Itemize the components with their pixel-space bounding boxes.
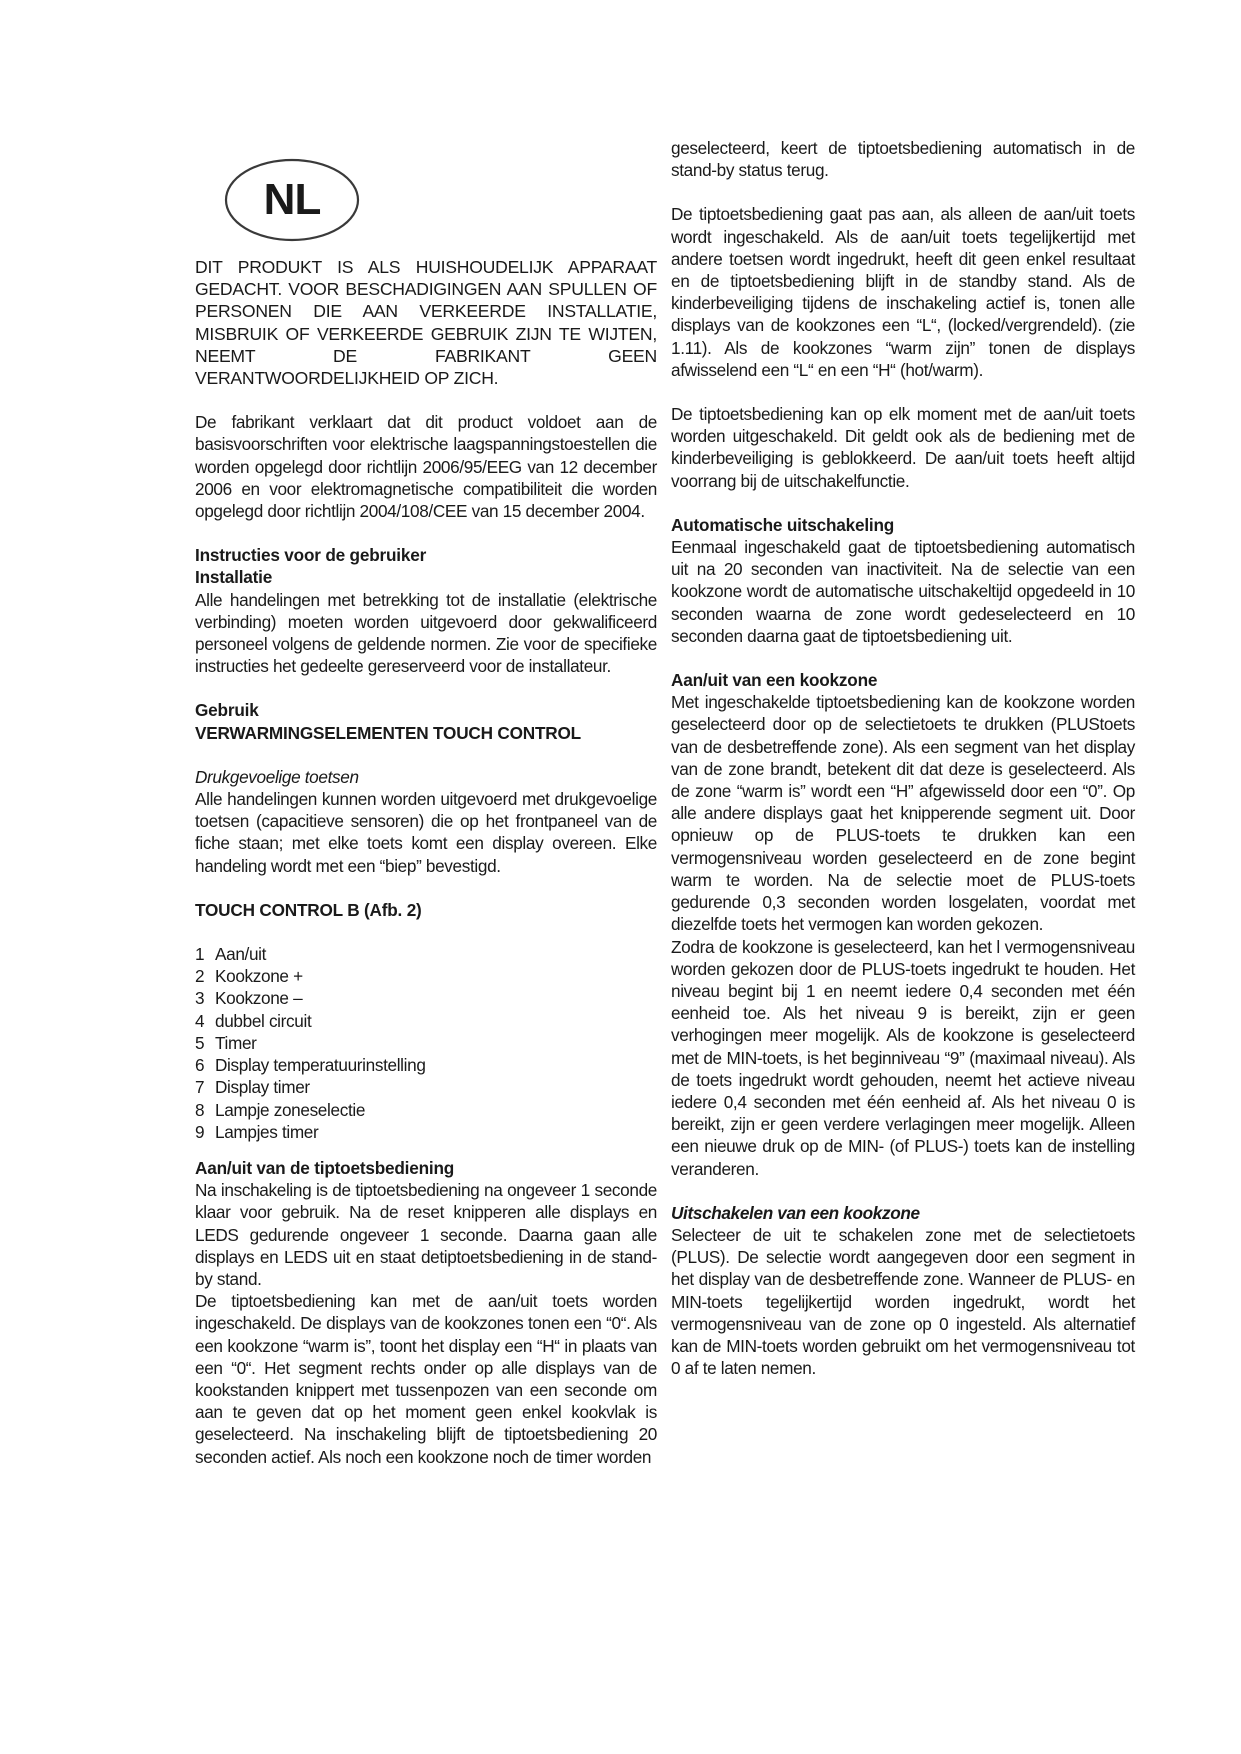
continuation-text: geselecteerd, keert de tiptoetsbediening automatisch in de stand-by status terug. [671, 138, 1135, 181]
heading-use: Gebruik [195, 700, 259, 721]
onoff-text-1: Na inschakeling is de tiptoetsbediening na ongeveer 1 seconde klaar voor gebruik. Na de reset knipperen alle displays en LEDS gedurende ongeveer 1 seconde. Daarna gaan alle displays en LEDS uit en staat detiptoetsbediening in de stand-by stand. [195, 1180, 657, 1289]
list-item: 6 Display temperatuurinstelling [195, 1055, 426, 1076]
list-item: 1 Aan/uit [195, 944, 267, 965]
installation-text: Alle handelingen met betrekking tot de installatie (elektrische verbinding) moeten worden uitgevoerd door gekwalificeerd personeel volgens de geldende normen. Zie voor de specifieke instructies het gedeelte gereserveerd voor de installateur. [195, 589, 657, 677]
country-badge [224, 158, 360, 242]
list-item: 9 Lampjes timer [195, 1121, 319, 1142]
list-item: 3 Kookzone – [195, 988, 303, 1009]
list-item: 4 dubbel circuit [195, 1010, 312, 1031]
onoff-text-2: De tiptoetsbediening kan met de aan/uit toets worden ingeschakeld. De displays van de kookzones tonen een “0“. Als een kookzone “warm is”, toont het display een “H“ in plaats van een “0“. Het segment rechts onder op alle displays van de kookstanden knippert met tussenpozen van een seconde om aan te geven dat op het moment geen enkel kookvlak is geselecteerd. Na inschakeling blijft de tiptoetsbediening 20 seconden actief. Als noch een kookzone noch de timer worden [195, 1291, 657, 1467]
list-item: 7 Display timer [195, 1077, 310, 1098]
compliance-declaration: De fabrikant verklaart dat dit product voldoet aan de basisvoorschriften voor elektrische laagspanningstoestellen die worden opgelegd door richtlijn 2006/95/EEG van 12 december 2006 en voor elektromagnetische compatibiliteit die worden opgelegd door richtlijn 2004/108/CEE van 15 december 2004. [195, 412, 657, 522]
subheading-touch-keys: Drukgevoelige toetsen [195, 766, 359, 787]
list-item: 5 Timer [195, 1032, 257, 1053]
heading-auto-off: Automatische uitschakeling [671, 514, 895, 535]
auto-off-text: Eenmaal ingeschakeld gaat de tiptoetsbediening automatisch uit na 20 seconden van inactiviteit. Na de selectie van een kookzone wordt de automatische uitschakeltijd opgedeeld in 10 seconden waarna de zone wordt gedeselecteerd en 10 seconden daarna gaat de tiptoetsbediening uit. [671, 537, 1135, 646]
heading-instructions: Instructies voor de gebruiker [195, 545, 427, 566]
zone-onoff-text-1: Met ingeschakelde tiptoetsbediening kan de kookzone worden geselecteerd door op de selectietoets te drukken (PLUStoets van de desbetreffende zone). Als een segment van het display van de zone brandt, betekent dit dat deze is geselecteerd. Als de zone “warm is” wordt een “H” afgewisseld door een “0”. Op alle andere displays gaat het knipperende segment uit. Door opnieuw op de PLUS-toets te drukken kan een vermogensniveau worden geselecteerd en de zone begint warm te worden. Na de selectie moet de PLUS-toets gedurende 0,3 seconden worden losgelaten, voordat met diezelfde toets het vermogen kan worden gekozen. [671, 692, 1135, 935]
heading-zone-off: Uitschakelen van een kookzone [671, 1202, 920, 1223]
switch-on-text: De tiptoetsbediening gaat pas aan, als alleen de aan/uit toets wordt ingeschakeld. Als de aan/uit toets tegelijkertijd met andere toetsen wordt ingedrukt, heeft dit geen enkel resultaat en de tiptoetsbediening blijft in de standby stand. Als de kinderbeveiliging tijdens de inschakeling actief is, tonen alle displays van de kookzones een “L“, (locked/vergrendeld). (zie 1.11). Als de kookzones “warm zijn” tonen de displays afwisselend een “L“ en een “H“ (hot/warm). [671, 204, 1135, 380]
zone-off-text: Selecteer de uit te schakelen zone met de selectietoets (PLUS). De selectie wordt aangegeven door een segment in het display van de desbetreffende zone. Wanneer de PLUS- en MIN-toets tegelijkertijd worden ingedrukt, wordt het vermogensniveau van de zone op 0 ingesteld. Als alternatief kan de MIN-toets worden gebruikt om het vermogensniveau tot 0 af te laten nemen. [671, 1224, 1135, 1379]
heading-zone-onoff: Aan/uit van een kookzone [671, 670, 878, 691]
heading-touch-control-b: TOUCH CONTROL B (Afb. 2) [195, 899, 422, 920]
control-items-list [195, 943, 657, 1143]
switch-off-text: De tiptoetsbediening kan op elk moment met de aan/uit toets worden uitgeschakeld. Dit geldt ook als de bediening met de kinderbeveiliging is geblokkeerd. De aan/uit toets heeft altijd voorrang bij de uitschakelfunctie. [671, 404, 1135, 491]
list-item: 2 Kookzone + [195, 966, 303, 987]
heading-touch-control: VERWARMINGSELEMENTEN TOUCH CONTROL [195, 722, 581, 743]
liability-notice: DIT PRODUKT IS ALS HUISHOUDELIJK APPARAAT GEDACHT. VOOR BESCHADIGINGEN AAN SPULLEN OF PERSONEN DIE AAN VERKEERDE INSTALLATIE, MISBRUIK OF VERKEERDE GEBRUIK ZIJN TE WIJTEN, NEEMT DE FABRIKANT GEEN VERANTWOORDELIJKHEID OP ZICH. [195, 257, 657, 389]
zone-onoff-text-2: Zodra de kookzone is geselecteerd, kan het l vermogensniveau worden gekozen door de PLUS-toets ingedrukt te houden. Het niveau begint bij 1 en neemt iedere 0,4 seconden met één eenheid toe. Als het niveau 9 is bereikt, zijn er geen verhogingen meer mogelijk. Als de kookzone is geselecteerd met de MIN-toets, is het beginniveau “9” (maximaal niveau). Als de toets ingedrukt wordt gehouden, neemt het actieve niveau iedere 0,4 seconden met één eenheid af. Als het niveau 0 is bereikt, zijn er geen verdere verlagingen meer mogelijk. Alleen een nieuwe druk op de MIN- (of PLUS-) toets kan de instelling veranderen. [671, 936, 1135, 1179]
heading-onoff-control: Aan/uit van de tiptoetsbediening [195, 1157, 455, 1178]
country-code: NL [263, 175, 321, 224]
heading-installation: Installatie [195, 567, 273, 588]
left-column [195, 256, 657, 1468]
list-item: 8 Lampje zoneselectie [195, 1099, 366, 1120]
touch-keys-text: Alle handelingen kunnen worden uitgevoerd met drukgevoelige toetsen (capacitieve sensoren) die op het frontpaneel van de fiche staan; met elke toets komt een display overeen. Elke handeling wordt met een “biep” bevestigd. [195, 789, 657, 876]
right-column [671, 137, 1135, 1379]
